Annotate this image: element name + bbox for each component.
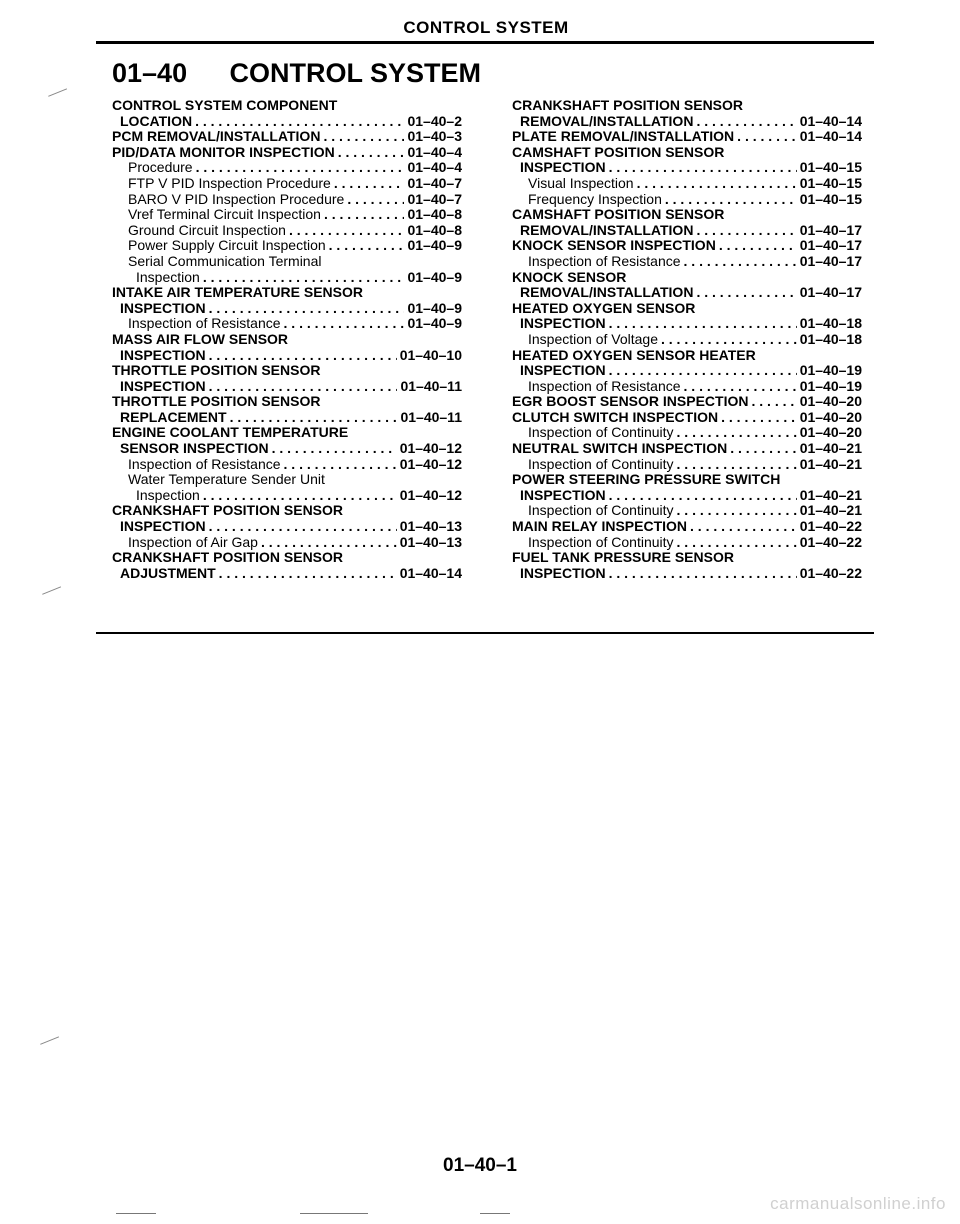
toc-entry-page: 01–40–7 xyxy=(407,190,462,207)
dot-leader xyxy=(209,379,398,395)
toc-entry-title: Inspection of Resistance xyxy=(528,377,681,394)
toc-entry-page: 01–40–9 xyxy=(407,268,462,285)
toc-entry-title: Inspection of Continuity xyxy=(528,455,674,472)
toc-entry-page: 01–40–11 xyxy=(400,377,462,394)
toc-entry-page: 01–40–9 xyxy=(407,237,462,254)
toc-entry-title: MAIN RELAY INSPECTION xyxy=(512,518,688,535)
toc-entry-page: 01–40–22 xyxy=(799,533,862,550)
toc-entry-title: CRANKSHAFT POSITION SENSOR xyxy=(112,549,344,566)
section-title xyxy=(112,58,481,89)
toc-entry-page: 01–40–3 xyxy=(407,128,462,145)
toc-entry-title: INTAKE AIR TEMPERATURE SENSOR xyxy=(112,284,363,301)
dot-leader xyxy=(637,176,797,192)
toc-entry xyxy=(112,457,462,473)
dot-leader xyxy=(209,519,397,535)
toc-entry xyxy=(512,363,862,379)
toc-entry-page: 01–40–21 xyxy=(799,502,862,519)
toc-entry xyxy=(512,535,862,551)
toc-entry xyxy=(512,472,862,488)
toc-entry-title: Ground Circuit Inspection xyxy=(128,221,286,238)
toc-entry-page: 01–40–20 xyxy=(799,393,862,410)
toc-entry-title: INSPECTION xyxy=(520,564,606,581)
toc-entry-page: 01–40–11 xyxy=(400,408,462,425)
dot-leader xyxy=(347,192,404,208)
dot-leader xyxy=(284,457,397,473)
dot-leader xyxy=(665,192,797,208)
toc-entry-page: 01–40–8 xyxy=(407,206,462,223)
toc-entry xyxy=(512,270,862,286)
toc-entry-page: 01–40–14 xyxy=(399,564,462,581)
dot-leader xyxy=(719,238,797,254)
toc-entry-page: 01–40–7 xyxy=(407,174,462,191)
dot-leader xyxy=(696,285,796,301)
toc-entry xyxy=(512,425,862,441)
toc-entry xyxy=(112,519,462,535)
toc-entry-page: 01–40–10 xyxy=(399,346,462,363)
toc-entry-title: PID/DATA MONITOR INSPECTION xyxy=(112,143,335,160)
dot-leader xyxy=(289,223,405,239)
toc-entry xyxy=(512,192,862,208)
toc-entry-page: 01–40–12 xyxy=(399,440,462,457)
toc-entry xyxy=(512,332,862,348)
toc-entry-page: 01–40–15 xyxy=(799,174,862,191)
toc-entry-title: FTP V PID Inspection Procedure xyxy=(128,174,331,191)
toc-entry xyxy=(512,145,862,161)
toc-entry xyxy=(112,410,462,426)
toc-entry xyxy=(112,270,462,286)
toc-entry-title: REMOVAL/INSTALLATION xyxy=(520,221,694,238)
toc-entry xyxy=(112,550,462,566)
toc-entry xyxy=(112,223,462,239)
toc-entry-title: KNOCK SENSOR xyxy=(512,268,627,285)
toc-entry xyxy=(112,379,462,395)
toc-entry xyxy=(512,98,862,114)
toc-entry xyxy=(112,348,462,364)
section-number: 01–40 xyxy=(112,58,188,88)
toc-entry xyxy=(112,316,462,332)
toc-bottom-rule xyxy=(96,632,874,634)
toc-entry-title: SENSOR INSPECTION xyxy=(120,440,269,457)
scan-mark xyxy=(48,88,68,98)
toc-entry-title: INSPECTION xyxy=(120,377,206,394)
toc-entry-title: Inspection of Continuity xyxy=(528,424,674,441)
toc-entry xyxy=(112,425,462,441)
toc-entry-page: 01–40–19 xyxy=(799,377,862,394)
toc-entry-page: 01–40–14 xyxy=(799,112,862,129)
toc-entry xyxy=(112,114,462,130)
toc-entry-title: PCM REMOVAL/INSTALLATION xyxy=(112,128,321,145)
dot-leader xyxy=(730,441,797,457)
toc-entry-title: MASS AIR FLOW SENSOR xyxy=(112,330,289,347)
dot-leader xyxy=(677,425,797,441)
toc-entry xyxy=(512,410,862,426)
dot-leader xyxy=(324,207,405,223)
toc-entry xyxy=(512,207,862,223)
scan-mark xyxy=(40,1036,60,1046)
toc-entry-page: 01–40–12 xyxy=(399,455,462,472)
toc-entry-title: Vref Terminal Circuit Inspection xyxy=(128,206,321,223)
toc-entry-title: EGR BOOST SENSOR INSPECTION xyxy=(512,393,749,410)
dot-leader xyxy=(203,270,405,286)
toc-entry-title: Frequency Inspection xyxy=(528,190,662,207)
page-number: 01–40–1 xyxy=(443,1155,517,1176)
toc-entry xyxy=(112,129,462,145)
dot-leader xyxy=(261,535,397,551)
toc-entry xyxy=(112,488,462,504)
toc-entry-page: 01–40–21 xyxy=(799,455,862,472)
dot-leader xyxy=(696,223,796,239)
toc-entry xyxy=(512,285,862,301)
toc-entry xyxy=(512,160,862,176)
toc-entry-title: Serial Communication Terminal xyxy=(128,252,322,269)
toc-entry-page: 01–40–21 xyxy=(799,440,862,457)
toc-entry-title: INSPECTION xyxy=(520,315,606,332)
dot-leader xyxy=(219,566,397,582)
dot-leader xyxy=(690,519,797,535)
toc-entry-page: 01–40–12 xyxy=(399,486,462,503)
toc-entry-title: HEATED OXYGEN SENSOR xyxy=(512,299,696,316)
dot-leader xyxy=(609,566,797,582)
toc-entry-page: 01–40–2 xyxy=(407,112,462,129)
toc-entry-title: Visual Inspection xyxy=(528,174,634,191)
watermark: carmanualsonline.info xyxy=(770,1194,946,1213)
toc-entry xyxy=(112,535,462,551)
dot-leader xyxy=(609,160,797,176)
toc-entry-title: PLATE REMOVAL/INSTALLATION xyxy=(512,128,735,145)
toc-entry-title: CAMSHAFT POSITION SENSOR xyxy=(512,206,725,223)
dot-leader xyxy=(696,114,796,130)
toc-entry-title: INSPECTION xyxy=(520,486,606,503)
toc-entry-page: 01–40–9 xyxy=(407,315,462,332)
toc-entry xyxy=(512,223,862,239)
dot-leader xyxy=(195,114,404,130)
toc-entry-title: LOCATION xyxy=(120,112,193,129)
dot-leader xyxy=(661,332,797,348)
toc-entry-title: REMOVAL/INSTALLATION xyxy=(520,284,694,301)
toc-entry-page: 01–40–17 xyxy=(799,237,862,254)
toc-entry xyxy=(512,301,862,317)
toc-entry xyxy=(112,192,462,208)
toc-entry-title: Procedure xyxy=(128,159,193,176)
dot-leader xyxy=(209,301,405,317)
dot-leader xyxy=(323,129,404,145)
toc-left-column xyxy=(112,98,462,581)
toc-entry xyxy=(112,441,462,457)
toc-entry xyxy=(112,98,462,114)
scan-rule xyxy=(480,1213,510,1214)
toc-entry-title: Water Temperature Sender Unit xyxy=(128,471,325,488)
toc-entry xyxy=(512,457,862,473)
toc-entry xyxy=(112,332,462,348)
toc-entry-title: INSPECTION xyxy=(120,518,206,535)
toc-entry-title: POWER STEERING PRESSURE SWITCH xyxy=(512,471,781,488)
toc-entry-page: 01–40–13 xyxy=(399,533,462,550)
toc-entry-title: INSPECTION xyxy=(520,362,606,379)
toc-entry-page: 01–40–22 xyxy=(799,564,862,581)
toc-entry xyxy=(112,503,462,519)
dot-leader xyxy=(677,535,797,551)
toc-entry xyxy=(112,238,462,254)
toc-entry-title: BARO V PID Inspection Procedure xyxy=(128,190,345,207)
dot-leader xyxy=(329,238,405,254)
dot-leader xyxy=(203,488,397,504)
toc-entry-title: CRANKSHAFT POSITION SENSOR xyxy=(112,502,344,519)
toc-entry-title: THROTTLE POSITION SENSOR xyxy=(112,393,321,410)
toc-entry-title: Inspection of Continuity xyxy=(528,533,674,550)
toc-entry xyxy=(112,566,462,582)
toc-entry xyxy=(112,301,462,317)
toc-entry-page: 01–40–17 xyxy=(799,221,862,238)
running-header: CONTROL SYSTEM xyxy=(403,18,569,37)
toc-entry-page: 01–40–20 xyxy=(799,424,862,441)
toc-entry-title: Inspection of Air Gap xyxy=(128,533,258,550)
toc-entry-title: NEUTRAL SWITCH INSPECTION xyxy=(512,440,728,457)
dot-leader xyxy=(609,363,797,379)
dot-leader xyxy=(677,503,797,519)
toc-entry xyxy=(512,394,862,410)
toc-entry-title: FUEL TANK PRESSURE SENSOR xyxy=(512,549,734,566)
toc-entry-title: CONTROL SYSTEM COMPONENT xyxy=(112,97,338,113)
scan-mark xyxy=(42,586,62,596)
toc-entry-page: 01–40–21 xyxy=(799,486,862,503)
toc-entry-page: 01–40–13 xyxy=(399,518,462,535)
dot-leader xyxy=(737,129,797,145)
dot-leader xyxy=(209,348,397,364)
dot-leader xyxy=(272,441,397,457)
toc-entry-title: INSPECTION xyxy=(520,159,606,176)
dot-leader xyxy=(196,160,405,176)
toc-entry xyxy=(512,566,862,582)
dot-leader xyxy=(684,254,797,270)
dot-leader xyxy=(751,394,796,410)
toc-entry-title: KNOCK SENSOR INSPECTION xyxy=(512,237,716,254)
toc-entry xyxy=(112,285,462,301)
toc-entry-title: CLUTCH SWITCH INSPECTION xyxy=(512,408,719,425)
toc-entry-title: Inspection of Resistance xyxy=(528,252,681,269)
toc-entry xyxy=(512,379,862,395)
toc-entry-title: Inspection of Resistance xyxy=(128,455,281,472)
scan-rule xyxy=(116,1213,156,1214)
toc-entry xyxy=(112,363,462,379)
scan-rule xyxy=(300,1213,368,1214)
dot-leader xyxy=(721,410,797,426)
toc-entry-page: 01–40–9 xyxy=(407,299,462,316)
toc-entry-page: 01–40–20 xyxy=(799,408,862,425)
dot-leader xyxy=(230,410,398,426)
toc-entry xyxy=(112,160,462,176)
toc-entry xyxy=(112,207,462,223)
dot-leader xyxy=(609,488,797,504)
toc-entry-title: THROTTLE POSITION SENSOR xyxy=(112,362,321,379)
toc-entry-title: Inspection of Voltage xyxy=(528,330,658,347)
toc-entry xyxy=(512,114,862,130)
toc-entry xyxy=(512,316,862,332)
toc-entry-title: Inspection xyxy=(136,486,200,503)
toc-entry-title: CRANKSHAFT POSITION SENSOR xyxy=(512,97,744,113)
toc-entry-title: CAMSHAFT POSITION SENSOR xyxy=(512,143,725,160)
toc-entry-title: Inspection of Continuity xyxy=(528,502,674,519)
dot-leader xyxy=(338,145,405,161)
toc-entry xyxy=(512,488,862,504)
toc-entry-page: 01–40–14 xyxy=(799,128,862,145)
toc-entry-title: Inspection xyxy=(136,268,200,285)
dot-leader xyxy=(684,379,797,395)
toc-entry xyxy=(512,519,862,535)
toc-entry-title: ADJUSTMENT xyxy=(120,564,216,581)
toc-entry-title: Power Supply Circuit Inspection xyxy=(128,237,326,254)
section-title-text: CONTROL SYSTEM xyxy=(229,58,482,88)
toc-right-column xyxy=(512,98,862,581)
dot-leader xyxy=(334,176,405,192)
toc-entry-page: 01–40–19 xyxy=(799,362,862,379)
toc-entry xyxy=(112,472,462,488)
toc-entry xyxy=(112,394,462,410)
toc-entry xyxy=(512,550,862,566)
toc-entry xyxy=(512,348,862,364)
toc-entry-title: INSPECTION xyxy=(120,346,206,363)
toc-entry-title: INSPECTION xyxy=(120,299,206,316)
toc-entry xyxy=(512,238,862,254)
toc-entry-page: 01–40–18 xyxy=(799,315,862,332)
toc-entry xyxy=(512,254,862,270)
toc-entry-page: 01–40–8 xyxy=(407,221,462,238)
toc-entry-page: 01–40–17 xyxy=(799,252,862,269)
toc-entry-page: 01–40–17 xyxy=(799,284,862,301)
dot-leader xyxy=(609,316,797,332)
toc-entry xyxy=(512,176,862,192)
toc-entry xyxy=(512,503,862,519)
toc-entry-title: REMOVAL/INSTALLATION xyxy=(520,112,694,129)
toc-entry-page: 01–40–4 xyxy=(407,159,462,176)
toc-entry xyxy=(512,129,862,145)
toc-entry-title: Inspection of Resistance xyxy=(128,315,281,332)
dot-leader xyxy=(284,316,405,332)
toc-entry xyxy=(112,176,462,192)
toc-entry-page: 01–40–22 xyxy=(799,518,862,535)
dot-leader xyxy=(677,457,797,473)
toc-entry-title: HEATED OXYGEN SENSOR HEATER xyxy=(512,346,756,363)
toc-entry-page: 01–40–18 xyxy=(799,330,862,347)
toc-entry xyxy=(512,441,862,457)
toc-entry-title: REPLACEMENT xyxy=(120,408,227,425)
toc-entry-page: 01–40–4 xyxy=(407,143,462,160)
header-rule xyxy=(96,41,874,44)
toc-entry-title: ENGINE COOLANT TEMPERATURE xyxy=(112,424,349,441)
toc-entry xyxy=(112,145,462,161)
toc-entry-page: 01–40–15 xyxy=(799,190,862,207)
toc-entry xyxy=(112,254,462,270)
toc-entry-page: 01–40–15 xyxy=(799,159,862,176)
